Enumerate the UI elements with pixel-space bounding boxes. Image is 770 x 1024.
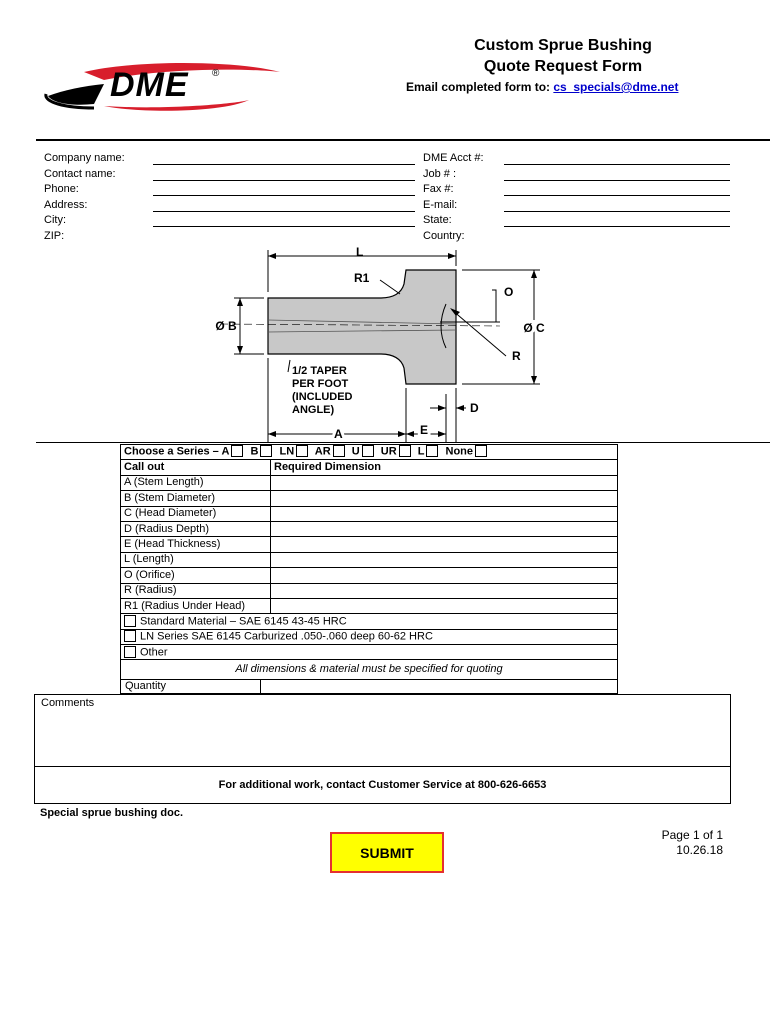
- phone-field[interactable]: [153, 195, 415, 196]
- logo-text: DME: [110, 66, 189, 104]
- dim-A-label: A: [334, 427, 343, 441]
- dme-logo: [44, 60, 284, 112]
- dme-acct-label: DME Acct #:: [423, 152, 484, 164]
- submit-button[interactable]: SUBMIT: [330, 832, 444, 873]
- row-l-input[interactable]: [271, 552, 618, 567]
- series-option-ur: UR: [380, 445, 397, 458]
- quoting-note: All dimensions & material must be specified for quoting: [121, 660, 618, 680]
- dme-acct-field[interactable]: [504, 164, 730, 165]
- registered-mark: ®: [212, 68, 220, 79]
- header-required: Required Dimension: [271, 460, 618, 475]
- row-d-input[interactable]: [271, 521, 618, 536]
- series-label: Choose a Series –: [124, 445, 219, 458]
- series-u-checkbox[interactable]: [362, 445, 374, 457]
- row-o-input[interactable]: [271, 568, 618, 583]
- series-ar-checkbox[interactable]: [333, 445, 345, 457]
- material-other-checkbox[interactable]: [124, 646, 136, 658]
- taper-line2: PER FOOT: [292, 378, 349, 390]
- dim-O-label: O: [504, 285, 514, 299]
- series-option-none: None: [445, 445, 474, 458]
- address-label: Address:: [44, 198, 88, 211]
- series-ln-checkbox[interactable]: [296, 445, 308, 457]
- city-label: City:: [44, 214, 66, 226]
- taper-line3: (INCLUDED: [292, 391, 353, 403]
- material-standard-label: Standard Material – SAE 6145 43-45 HRC: [140, 615, 347, 628]
- row-d-label: D (Radius Depth): [121, 521, 271, 536]
- form-title-line1: Custom Sprue Bushing: [474, 37, 652, 54]
- quantity-row: [120, 679, 618, 694]
- series-option-l: L: [417, 445, 425, 458]
- zip-label: ZIP:: [44, 229, 65, 242]
- row-c-input[interactable]: [271, 506, 618, 521]
- address-field[interactable]: [153, 211, 415, 212]
- row-o-label: O (Orifice): [121, 568, 271, 583]
- row-r-input[interactable]: [271, 583, 618, 598]
- row-r-label: R (Radius): [121, 583, 271, 598]
- row-r1-label: R1 (Radius Under Head): [121, 598, 271, 613]
- dim-R1-label: R1: [354, 271, 370, 285]
- series-option-b: B: [250, 445, 259, 458]
- series-b-checkbox[interactable]: [260, 445, 272, 457]
- email-link[interactable]: cs_specials@dme.net: [553, 80, 679, 94]
- header-divider: [36, 139, 770, 141]
- material-ln-checkbox[interactable]: [124, 630, 136, 642]
- email-field[interactable]: [504, 211, 730, 212]
- row-l-label: L (Length): [121, 552, 271, 567]
- job-field[interactable]: [504, 180, 730, 181]
- series-none-checkbox[interactable]: [475, 445, 487, 457]
- company-name-label: Company name:: [44, 152, 125, 164]
- series-option-ln: LN: [279, 445, 295, 458]
- series-ur-checkbox[interactable]: [399, 445, 411, 457]
- header-callout: Call out: [121, 460, 271, 475]
- contact-name-label: Contact name:: [44, 167, 116, 180]
- material-other-row: [121, 645, 618, 660]
- material-other-label: Other: [140, 645, 168, 658]
- state-label: State:: [423, 214, 452, 226]
- company-name-field[interactable]: [153, 164, 415, 165]
- dim-E-label: E: [420, 423, 429, 437]
- material-standard-row: [121, 614, 618, 629]
- email-prefix: Email completed form to:: [406, 80, 554, 94]
- revision-date: 10.26.18: [676, 843, 723, 857]
- quantity-input[interactable]: [260, 679, 261, 693]
- dim-R-label: R: [512, 349, 521, 363]
- state-field[interactable]: [504, 226, 730, 227]
- contact-name-field[interactable]: [153, 180, 415, 181]
- dim-B-label: Ø B: [215, 319, 237, 333]
- series-l-checkbox[interactable]: [426, 445, 438, 457]
- customer-service-box: [34, 767, 731, 804]
- quantity-label: Quantity: [125, 680, 166, 692]
- series-option-u: U: [351, 445, 360, 458]
- fax-field[interactable]: [504, 195, 730, 196]
- doc-name: Special sprue bushing doc.: [40, 807, 184, 819]
- series-option-ar: AR: [314, 445, 331, 458]
- email-instruction: [406, 80, 678, 94]
- material-standard-checkbox[interactable]: [124, 615, 136, 627]
- comments-box[interactable]: [34, 694, 731, 767]
- sprue-bushing-diagram: [200, 244, 560, 444]
- customer-service-text: For additional work, contact Customer Service at 800-626-6653: [218, 779, 547, 791]
- row-b-label: B (Stem Diameter): [121, 491, 271, 506]
- material-ln-label: LN Series SAE 6145 Carburized .050-.060 deep 60-62 HRC: [140, 630, 433, 643]
- row-a-input[interactable]: [271, 475, 618, 490]
- series-a-checkbox[interactable]: [231, 445, 243, 457]
- material-ln-row: [121, 629, 618, 644]
- page-number: Page 1 of 1: [661, 828, 723, 842]
- dim-C-label: Ø C: [523, 321, 545, 335]
- row-e-input[interactable]: [271, 537, 618, 552]
- spec-table: [120, 444, 618, 680]
- country-label: Country:: [423, 229, 465, 242]
- row-a-label: A (Stem Length): [121, 475, 271, 490]
- email-label: E-mail:: [423, 198, 458, 211]
- dim-L-label: L: [356, 245, 364, 259]
- row-b-input[interactable]: [271, 491, 618, 506]
- comments-label: Comments: [41, 697, 95, 709]
- city-field[interactable]: [153, 226, 415, 227]
- diagram-divider: [36, 442, 770, 443]
- taper-line1: 1/2 TAPER: [292, 365, 347, 377]
- row-c-label: C (Head Diameter): [121, 506, 271, 521]
- row-e-label: E (Head Thickness): [121, 537, 271, 552]
- row-r1-input[interactable]: [271, 598, 618, 613]
- series-row: [121, 445, 618, 460]
- fax-label: Fax #:: [423, 183, 454, 195]
- phone-label: Phone:: [44, 183, 79, 195]
- series-option-a: A: [221, 445, 230, 458]
- form-title-line2: Quote Request Form: [483, 58, 643, 75]
- taper-line4: ANGLE): [292, 404, 335, 416]
- dim-D-label: D: [470, 401, 479, 415]
- job-label: Job # :: [423, 167, 457, 180]
